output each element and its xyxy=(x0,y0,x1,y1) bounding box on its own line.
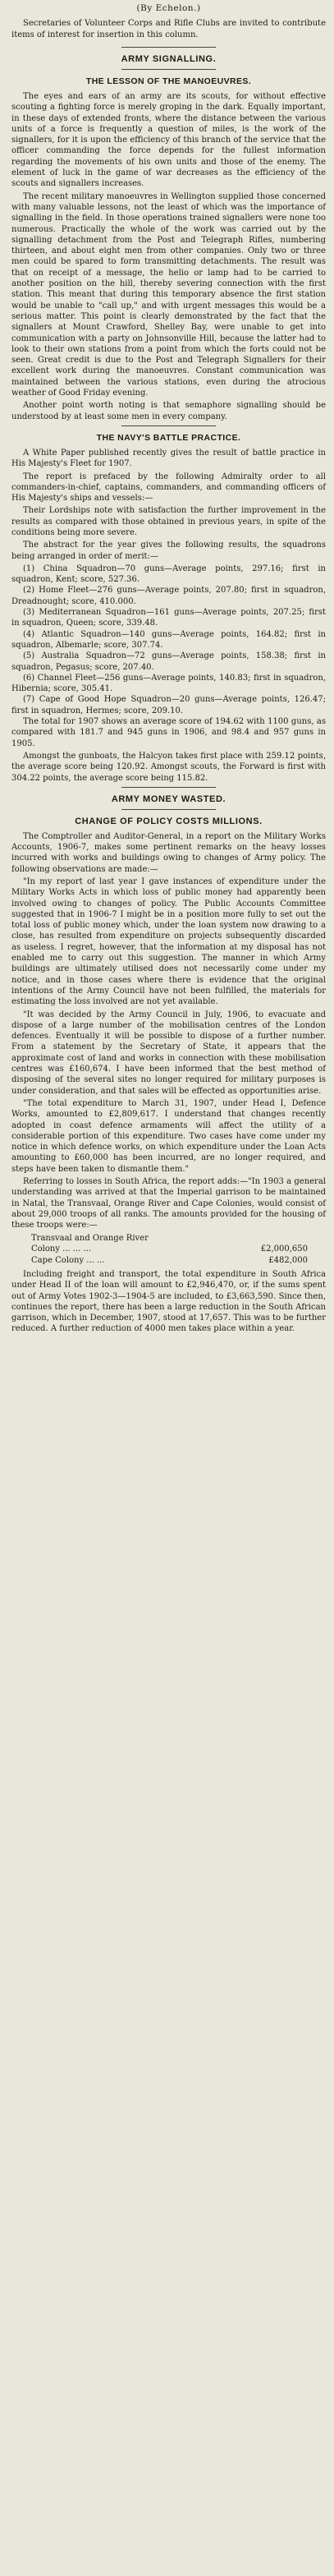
table-cell-value: £2,000,650 xyxy=(260,1244,308,1254)
paragraph: Referring to losses in South Africa, the report adds:—"In 1903 a general understanding was arrived at that the Imperial garrison to be maintained in Natal, the Transvaal, Orange River and Cape Colonies, would consist of about 29,000 troops of all ranks. The amounts provided for the housing of these troops were:— xyxy=(11,1177,326,1230)
paragraph: The total for 1907 shows an average score of 194.62 with 1100 guns, as compared with 181.7 and 945 guns in 1906, and 98.4 and 957 guns in 1905. xyxy=(11,717,326,748)
paragraph: The abstract for the year gives the following results, the squadrons being arranged in order of merit:— xyxy=(11,540,326,561)
paragraph: A White Paper published recently gives the result of battle practice in His Majesty's Fleet for 1907. xyxy=(11,448,326,469)
table-cell-label: Transvaal and Orange River xyxy=(31,1233,149,1243)
section-subtitle-change-of-policy: CHANGE OF POLICY COSTS MILLIONS. xyxy=(75,816,263,826)
squadron-result: (2) Home Fleet—276 guns—Average points, 207.80; first in squadron, Dreadnought; score, 410.000. xyxy=(11,586,326,606)
section-title-army-signalling: ARMY SIGNALLING. xyxy=(121,54,217,64)
table-cell-value: £482,000 xyxy=(268,1255,308,1265)
table-cell-label: Colony ... ... ... xyxy=(31,1244,92,1254)
section-title-navy-battle-practice: THE NAVY'S BATTLE PRACTICE. xyxy=(96,432,241,443)
paragraph: The recent military manoeuvres in Wellington supplied those concerned with many valuable lessons, not the least of which was the importance of signalling in the field. In those operations trained signallers were none too numerous. Practically the whole of the work was carried out by the signalling detachment from the Post and Telegraph Rifles, numbering thirteen, and about eight men from other companies. Only two or three men could be spared to form transmitting detachments. The result was that on receipt of a message, the helio or lamp had to be carried to another position on the hill, thereby severing connection with the first station. This meant that during this temporary absence the first station would be unable to "call up," and with urgent messages this would be a serious matter. This point is clearly demonstrated by the fact that the signallers at Mount Crawford, Shelley Bay, were unable to get into communication with a party on Johnsonville Hill, because the latter had to look to their own stations from a point from which the forts could not be seen. Great credit is due to the Post and Telegraph Signallers for their excellent work during the manoeuvres. Constant communication was maintained between the various stations, even during the atrocious weather of Good Friday evening. xyxy=(11,191,326,398)
squadron-result: (3) Mediterranean Squadron—161 guns—Average points, 207.25; first in squadron, Queen; score, 339.48. xyxy=(11,608,326,628)
paragraph: Amongst the gunboats, the Halcyon takes first place with 259.12 points, the average score being 120.92. Amongst scouts, the Forward is first with 304.22 points, the average score being 115.82. xyxy=(11,751,326,783)
paragraph: "It was decided by the Army Council in July, 1906, to evacuate and dispose of a large number of the mobilisation centres of the London defences. Eventually it will be possible to dispose of a further number. From a statement by the Secretary of State, it appears that the approximate cost of land and works in connection with these mobilisation centres was £160,674. I have been informed that the best method of disposing of the several sites no longer required for military purposes is under consideration, and that sales will be effected as opportunities arise. xyxy=(11,1010,326,1096)
divider xyxy=(121,787,216,788)
paragraph: "The total expenditure to March 31, 1907, under Head I, Defence Works, amounted to £2,809,617. I understand that changes recently adopted in coast defence armaments will affect the utility of a considerable portion of this expenditure. Two cases have come under my notice in which defence works, on which expenditure under the Loan Acts amounting to £60,000 has been incurred, are no longer required, and steps have been taken to dismantle them." xyxy=(11,1098,326,1174)
section-subtitle-manoeuvres: THE LESSON OF THE MANOEUVRES. xyxy=(85,76,252,86)
paragraph: Their Lordships note with satisfaction the further improvement in the results as compared with those obtained in previous years, in spite of the conditions being more severe. xyxy=(11,506,326,537)
divider xyxy=(121,69,216,70)
table-row xyxy=(11,1244,326,1255)
intro-notice: Secretaries of Volunteer Corps and Rifle Clubs are invited to contribute items of interest for insertion in this column. xyxy=(11,19,326,39)
byline: (By Echelon.) xyxy=(136,3,201,13)
garrison-cost-table xyxy=(11,1233,326,1267)
table-row xyxy=(11,1233,326,1244)
squadron-result: (4) Atlantic Squadron—140 guns—Average points, 164.82; first in squadron, Albemarle; score, 307.74. xyxy=(11,629,326,650)
section-title-army-money-wasted: ARMY MONEY WASTED. xyxy=(111,794,226,804)
paragraph: The eyes and ears of an army are its scouts, for without effective scouting a fighting force is merely groping in the dark. Equally important, in these days of extended fronts, where the distance between the various units of a force is frequently a question of miles, is the work of the signallers, for it is upon the efficiency of this branch of the service that the officer commanding the force depends for the fullest information regarding the movements of his own units and those of the enemy. The element of luck in the game of war decreases as the efficiency of the scouts and signallers increases. xyxy=(11,92,326,189)
paragraph: Including freight and transport, the total expenditure in South Africa under Head II of the loan will amount to £2,946,470, or, if the sums spent out of Army Votes 1902-3—1904-5 are included, to £3,663,590. Since then, continues the report, there has been a large reduction in the South African garrison, which in December, 1907, stood at 17,657. This was to be further reduced. A further reduction of 4000 men takes place within a year. xyxy=(11,1270,326,1334)
squadron-result: (6) Channel Fleet—256 guns—Average points, 140.83; first in squadron, Hibernia; score, 305.41. xyxy=(11,673,326,694)
paragraph: The Comptroller and Auditor-General, in a report on the Military Works Accounts, 1906-7, makes some pertinent remarks on the heavy losses incurred with works and buildings owing to changes of Army policy. The following observations are made:— xyxy=(11,831,326,874)
table-cell-label: Cape Colony ... ... xyxy=(31,1255,105,1265)
paragraph: Another point worth noting is that semaphore signalling should be understood by at least some men in every company. xyxy=(11,401,326,421)
paragraph: The report is prefaced by the following Admiralty order to all commanders-in-chief, captains, commanders, and commanding officers of His Majesty's ships and vessels:— xyxy=(11,472,326,504)
squadron-result: (1) China Squadron—70 guns—Average points, 297.16; first in squadron, Kent; score, 527.36. xyxy=(11,564,326,585)
paragraph: "In my report of last year I gave instances of expenditure under the Military Works Acts in which loss of public money had apparently been involved owing to changes of policy. The Public Accounts Committee suggested that in 1906-7 I might be in a position more fully to set out the total loss of public money which, under the loan system now drawing to a close, has resulted from expenditure on projects subsequently discarded as useless. I regret, however, that the information at my disposal has not enabled me to carry out this suggestion. The manner in which Army buildings are ultimately utilised does not necessarily come under my notice, and in those cases where there is evidence that the original intentions of the Army Council have not been fulfilled, the materials for estimating the loss involved are not yet available. xyxy=(11,877,326,1007)
table-row xyxy=(11,1255,326,1267)
squadron-result: (5) Australia Squadron—72 guns—Average points, 158.38; first in squadron, Pegasus; score, 207.40. xyxy=(11,651,326,672)
squadron-result: (7) Cape of Good Hope Squadron—20 guns—Average points, 126.47; first in squadron, Hermes; score, 209.10. xyxy=(11,695,326,715)
divider xyxy=(121,47,216,48)
divider xyxy=(121,809,216,810)
